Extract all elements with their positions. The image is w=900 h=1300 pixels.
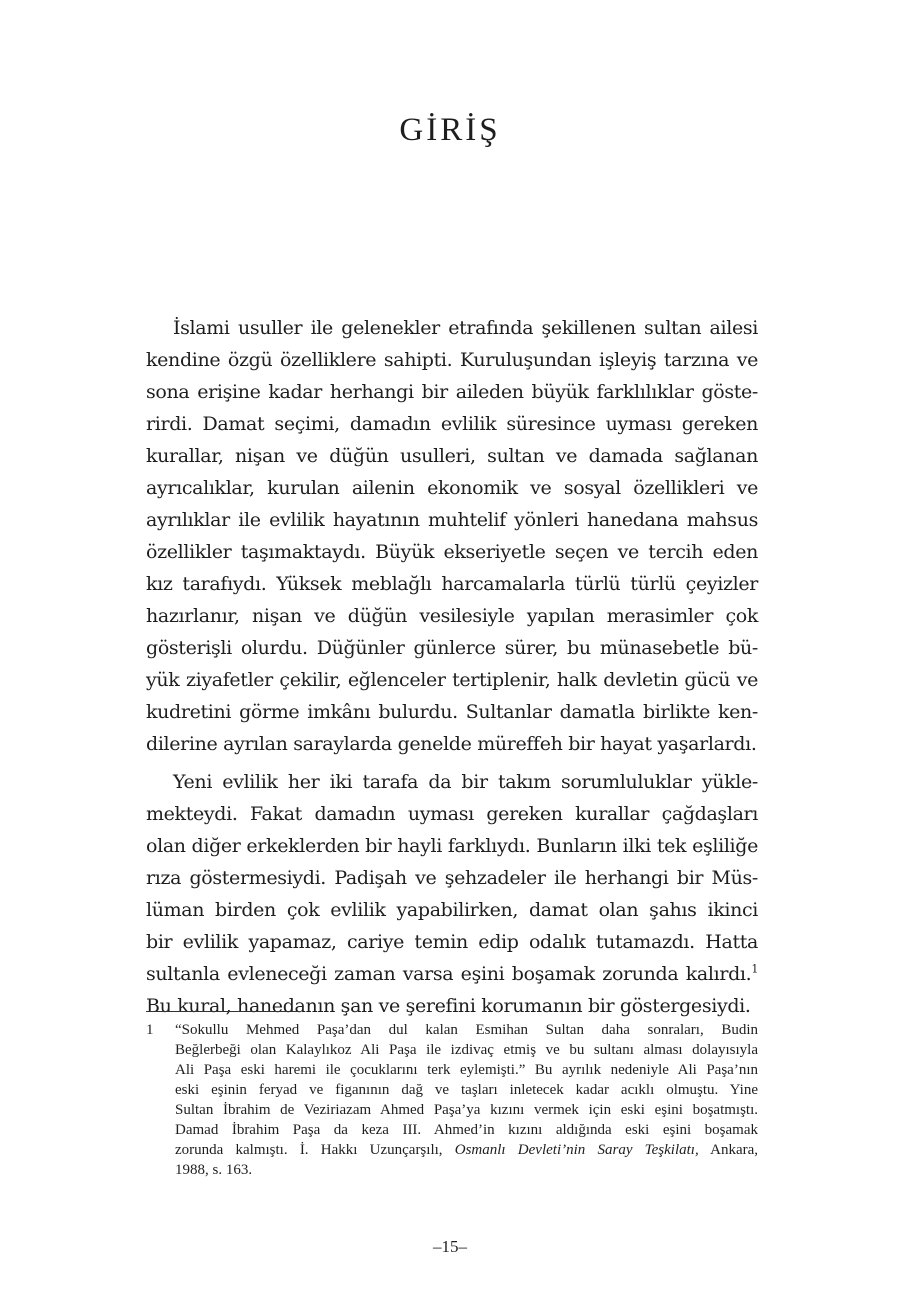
body-text [146, 312, 758, 1022]
paragraph-2-line: olan diğer erkeklerden bir hayli farklıydı. Bunların ilki tek eşliliğe [146, 835, 758, 857]
paragraph-1-line: kendine özgü özelliklere sahipti. Kuruluşundan işleyiş tarzına ve [146, 349, 758, 371]
paragraph-2-line: Bu kural, hanedanın şan ve şerefini korumanın bir göstergesiydi. [146, 995, 751, 1017]
paragraph-1-line: kurallar, nişan ve düğün usulleri, sultan ve damada sağlanan [146, 445, 758, 467]
footnote-line-citation: zorunda kalmıştı. İ. Hakkı Uzunçarşılı, Osmanlı Devleti’nin Saray Teşkilatı, Ankara, [175, 1142, 759, 1158]
paragraph-1-line: İslami usuller ile gelenekler etrafında şekillenen sultan ailesi [173, 317, 758, 339]
footnote-line: Ali Paşa eski haremi ile çocuklarını terk eylemişti.” Bu ayrılık nedeniyle Ali Paşa’nın [175, 1062, 758, 1078]
paragraph-1-line: kız tarafıydı. Yüksek meblağlı harcamalarla türlü türlü çeyizler [146, 573, 758, 595]
paragraph-1-line: yük ziyafetler çekilir, eğlenceler tertiplenir, halk devletin gücü ve [146, 669, 758, 691]
footnote-divider [146, 1011, 298, 1012]
footnote-number: 1 [146, 1022, 154, 1038]
paragraph-1-line: gösterişli olurdu. Düğünler günlerce sürer, bu münasebetle bü- [146, 637, 758, 659]
chapter-title: GİRİŞ [399, 112, 501, 148]
paragraph-1-line: rirdi. Damat seçimi, damadın evlilik süresince uyması gereken [146, 413, 758, 435]
paragraph-1-line: ayrılıklar ile evlilik hayatının muhtelif yönleri hanedana mahsus [146, 509, 758, 531]
paragraph-1-line: dilerine ayrılan saraylarda genelde müreffeh bir hayat yaşarlardı. [146, 733, 757, 755]
footnote-text [175, 1020, 758, 1180]
book-title: Osmanlı Devleti’nin Saray Teşkilatı, [454, 1142, 699, 1158]
page-number: –15– [433, 1237, 467, 1256]
footnote-line: eski eşinin feryad ve figanının dağ ve taşları inletecek kadar acıklı olmuştu. Yine [175, 1082, 758, 1098]
footnote-reference[interactable]: 1 [751, 962, 758, 976]
paragraph-2-line-with-footnote [146, 958, 758, 990]
paragraph-2-line: lüman birden çok evlilik yapabilirken, damat olan şahıs ikinci [146, 899, 758, 921]
paragraph-1-line: sona erişine kadar herhangi bir aileden büyük farklılıklar göste- [146, 381, 758, 403]
footnote-line: “Sokullu Mehmed Paşa’dan dul kalan Esmihan Sultan daha sonraları, Budin [175, 1022, 758, 1038]
paragraph-1-line: kudretini görme imkânı bulurdu. Sultanlar damatla birlikte ken- [146, 701, 758, 723]
footnote-line: Beğlerbeği olan Kalaylıkoz Ali Paşa ile izdivaç etmiş ve bu sultanı alması dolayısıyla [175, 1042, 758, 1058]
paragraph-1-line: ayrıcalıklar, kurulan ailenin ekonomik ve sosyal özellikleri ve [146, 477, 758, 499]
paragraph-2-line: Yeni evlilik her iki tarafa da bir takım sorumluluklar yükle- [173, 771, 758, 793]
footnote-line: Damad İbrahim Paşa da keza III. Ahmed’in kızını aldığında eski eşini boşamak [175, 1122, 758, 1138]
paragraph-2-line-text: sultanla evleneceği zaman varsa eşini boşamak zorunda kalırdı. [146, 963, 752, 985]
footnote-line: 1988, s. 163. [175, 1162, 253, 1178]
footnote-line: Sultan İbrahim de Veziriazam Ahmed Paşa’ya kızını vermek için eski eşini boşatmıştı. [175, 1102, 758, 1118]
paragraph-1-line: özellikler taşımaktaydı. Büyük ekseriyetle seçen ve tercih eden [146, 541, 758, 563]
paragraph-1-line: hazırlanır, nişan ve düğün vesilesiyle yapılan merasimler çok [146, 605, 758, 627]
paragraph-2-line: mekteydi. Fakat damadın uyması gereken kurallar çağdaşları [146, 803, 758, 825]
paragraph-2-line: bir evlilik yapamaz, cariye temin edip odalık tutamazdı. Hatta [146, 931, 758, 953]
paragraph-2-line: rıza göstermesiydi. Padişah ve şehzadeler ile herhangi bir Müs- [146, 867, 758, 889]
